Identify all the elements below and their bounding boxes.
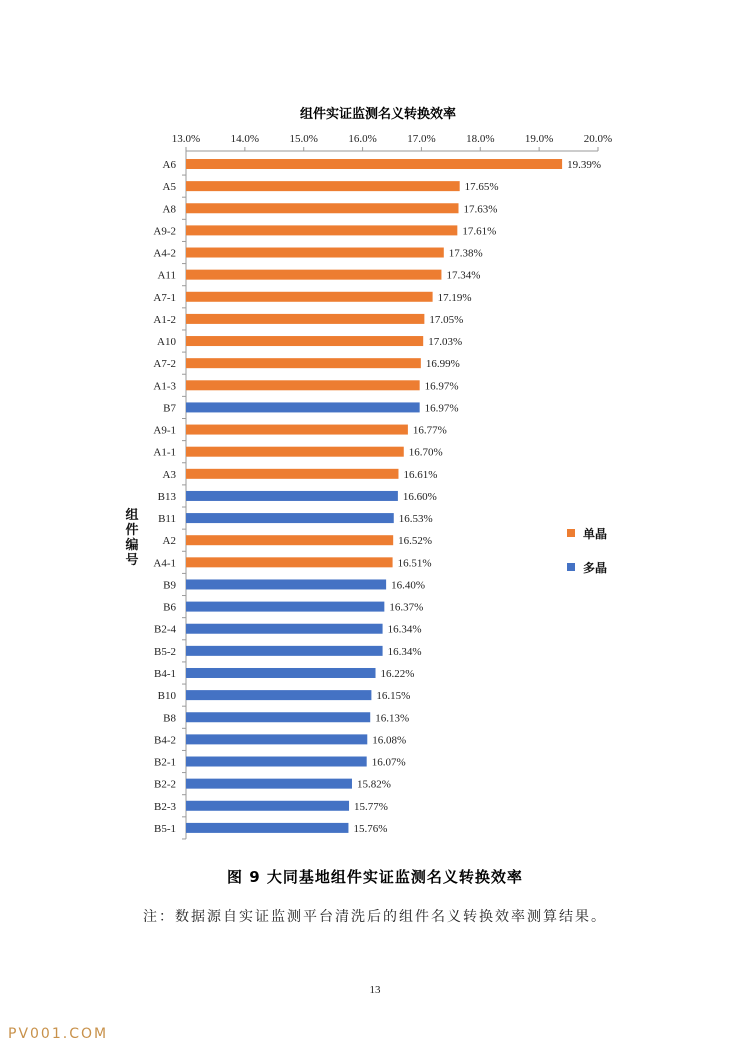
legend-swatch	[567, 563, 575, 571]
x-tick-label: 18.0%	[466, 133, 495, 145]
chart-title: 组件实证监测名义转换效率	[299, 107, 457, 122]
data-label: 16.61%	[403, 468, 438, 481]
data-label: 17.19%	[437, 291, 472, 304]
legend-swatch	[567, 529, 575, 537]
data-label: 16.22%	[380, 667, 415, 680]
category-label: B5-2	[154, 645, 176, 658]
x-tick-label: 20.0%	[583, 133, 613, 145]
category-label: A2	[162, 535, 176, 548]
data-label: 16.07%	[371, 756, 406, 769]
data-label: 16.15%	[376, 690, 411, 703]
bar	[186, 181, 460, 191]
category-label: B2-4	[154, 623, 176, 636]
bar	[186, 159, 562, 169]
bar	[186, 690, 371, 700]
category-label: B13	[157, 490, 176, 503]
data-label: 16.53%	[398, 513, 433, 526]
bar	[186, 425, 408, 435]
category-label: A6	[162, 159, 176, 171]
x-tick-label: 17.0%	[407, 133, 436, 145]
bar	[186, 734, 367, 744]
data-label: 16.34%	[387, 645, 422, 658]
category-label: A4-1	[153, 557, 176, 570]
data-label: 15.77%	[354, 800, 388, 813]
category-label: A3	[162, 468, 176, 481]
bar	[186, 358, 421, 368]
category-label: B7	[163, 402, 176, 415]
data-label: 17.61%	[462, 225, 497, 238]
category-label: A9-2	[153, 225, 176, 238]
bar	[186, 380, 420, 390]
bar	[186, 557, 393, 567]
category-label: A7-2	[153, 358, 176, 371]
x-tick-label: 13.0%	[171, 133, 201, 145]
y-axis-label-char: 编	[125, 538, 139, 553]
bar	[186, 248, 444, 258]
x-tick-label: 14.0%	[230, 133, 260, 145]
bar	[186, 447, 404, 457]
data-label: 16.97%	[424, 380, 459, 393]
bar	[186, 779, 352, 789]
figure-caption: 图 9 大同基地组件实证监测名义转换效率	[227, 868, 523, 886]
data-label: 16.99%	[425, 358, 460, 371]
data-label: 16.52%	[398, 535, 433, 548]
x-axis	[172, 133, 612, 839]
category-label: A1-3	[153, 380, 176, 393]
y-axis-label-char: 号	[125, 553, 139, 568]
category-label: B4-2	[154, 734, 176, 747]
watermark: PV001.COM	[8, 1026, 109, 1042]
bar	[186, 757, 367, 767]
category-label: A1-1	[153, 446, 176, 459]
bar	[186, 314, 424, 324]
data-label: 17.38%	[448, 247, 483, 260]
category-label: A11	[157, 269, 176, 282]
category-label: A4-2	[153, 247, 176, 260]
category-label: B6	[163, 601, 176, 614]
bar	[186, 292, 433, 302]
bar	[186, 646, 383, 656]
data-label: 17.63%	[463, 203, 498, 216]
bar	[186, 402, 420, 412]
category-label: B2-3	[154, 800, 176, 813]
page-number: 13	[369, 984, 381, 996]
legend-label: 多晶	[583, 561, 608, 575]
bar	[186, 336, 423, 346]
category-label: A9-1	[153, 424, 176, 437]
category-label: A10	[157, 336, 176, 349]
bar	[186, 801, 349, 811]
bar	[186, 668, 376, 678]
data-label: 16.51%	[397, 557, 432, 570]
data-label: 15.82%	[356, 778, 391, 791]
data-label: 16.13%	[375, 712, 410, 725]
data-label: 15.76%	[353, 822, 388, 835]
data-label: 16.70%	[408, 446, 443, 459]
category-label: B2-2	[154, 778, 176, 791]
bar	[186, 624, 383, 634]
data-label: 16.77%	[412, 424, 447, 437]
data-label: 17.03%	[428, 336, 463, 349]
category-label: B2-1	[154, 756, 176, 769]
bar	[186, 270, 441, 280]
category-label: B8	[163, 712, 176, 725]
x-tick-label: 15.0%	[289, 133, 318, 145]
category-label: A1-2	[153, 313, 176, 326]
bar	[186, 469, 398, 479]
category-label: A8	[162, 203, 176, 216]
figure-note: 注：数据源自实证监测平台清洗后的组件名义转换效率测算结果。	[143, 909, 607, 925]
x-tick-label: 19.0%	[524, 133, 554, 145]
bar	[186, 579, 386, 589]
category-label: A7-1	[153, 291, 176, 304]
y-axis-label	[125, 507, 138, 568]
legend-label: 单晶	[583, 527, 608, 541]
data-label: 17.65%	[464, 181, 499, 194]
data-label: 16.08%	[372, 734, 407, 747]
data-label: 16.34%	[387, 623, 422, 636]
data-label: 17.34%	[446, 269, 481, 282]
data-label: 17.05%	[429, 313, 464, 326]
x-tick-label: 16.0%	[348, 133, 377, 145]
bar	[186, 491, 398, 501]
category-label: A5	[162, 181, 176, 194]
bar	[186, 535, 393, 545]
data-label: 16.97%	[424, 402, 459, 415]
data-label: 16.40%	[391, 579, 426, 592]
data-label: 16.60%	[402, 490, 437, 503]
bar	[186, 823, 348, 833]
legend	[567, 526, 607, 575]
data-label: 19.39%	[567, 159, 602, 171]
data-label: 16.37%	[389, 601, 424, 614]
bar	[186, 513, 394, 523]
category-label: B10	[157, 690, 176, 703]
bars	[153, 159, 601, 839]
y-axis-label-char: 件	[125, 523, 139, 538]
bar	[186, 602, 384, 612]
category-label: B4-1	[154, 667, 176, 680]
category-label: B9	[163, 579, 176, 592]
y-axis-label-char: 组	[125, 508, 139, 523]
category-label: B11	[158, 513, 176, 526]
bar	[186, 203, 459, 213]
category-label: B5-1	[154, 822, 176, 835]
bar	[186, 225, 457, 235]
bar	[186, 712, 370, 722]
